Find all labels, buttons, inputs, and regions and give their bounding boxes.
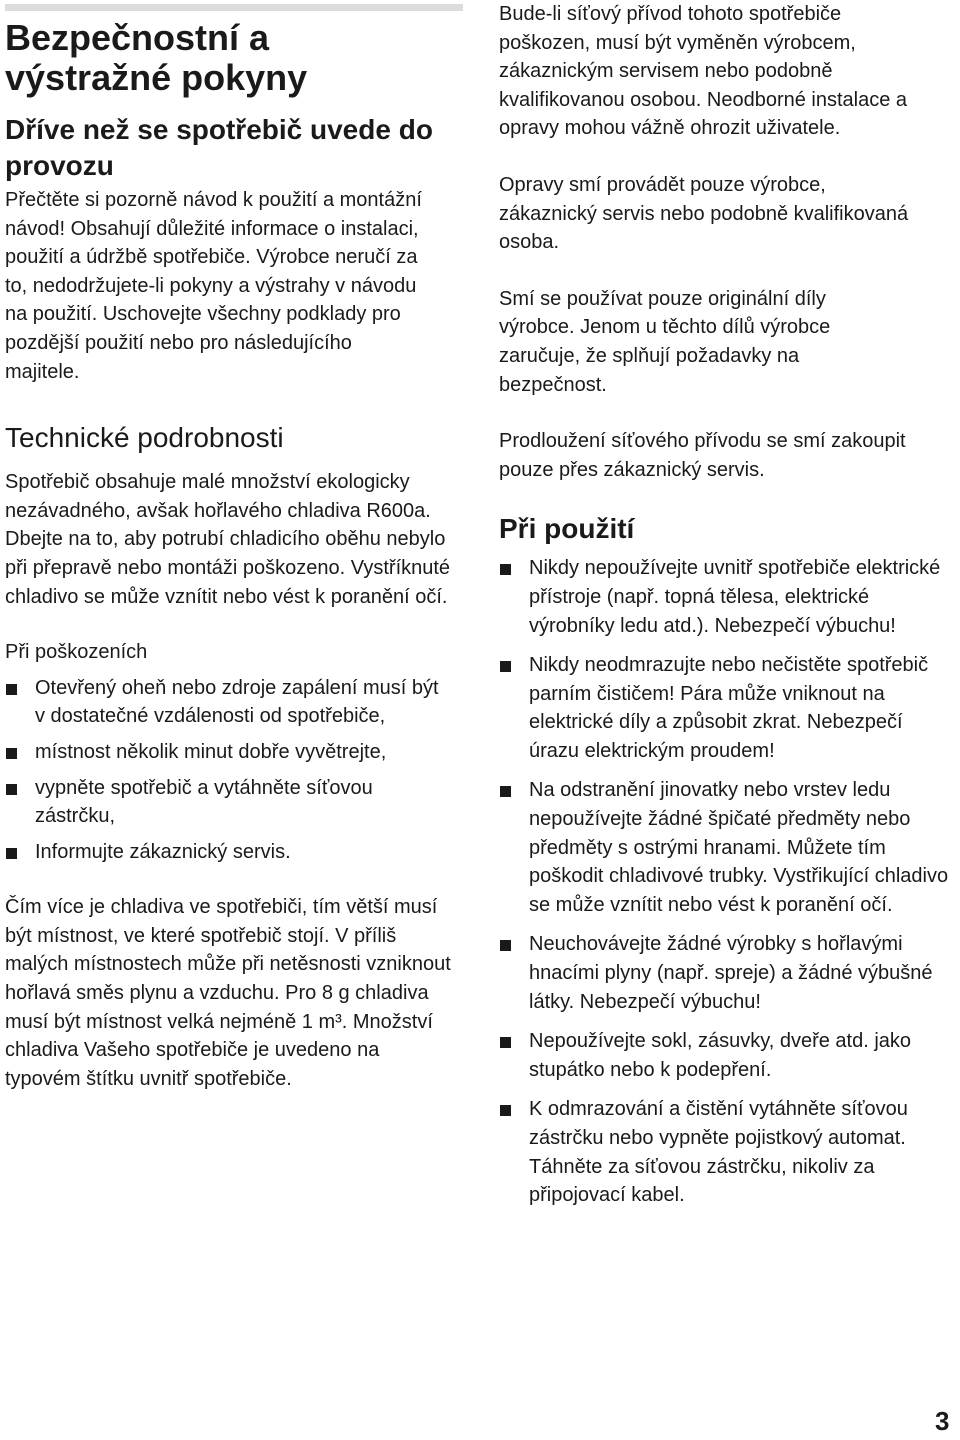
before-use-paragraph: Přečtěte si pozorně návod k použití a montážní návod! Obsahují důležité informace o instalaci, použití a údržbě spotřebiče. Výrobce neručí za to, nedodržujete-li pokyny a výstrahy v návodu na použití. Uschovejte všechny podklady pro pozdější použití nebo pro následujícího majitele. xyxy=(5,189,422,383)
list-item: Otevřený oheň nebo zdroje zapálení musí být v dostatečné vzdálenosti od spotřebiče, xyxy=(5,674,450,731)
list-item: vypněte spotřebič a vytáhněte síťovou zástrčku, xyxy=(5,774,450,831)
list-item: Na odstranění jinovatky nebo vrstev ledu nepoužívejte žádné špičaté předměty nebo předměty s ostrými hranami. Můžete tím poškodit chladivové trubky. Vystřikující chladivo se může vznítit nebo vést k poranění očí. xyxy=(499,776,954,919)
extension-paragraph: Prodloužení síťového přívodu se smí zakoupit pouze přes zákaznický servis. xyxy=(499,430,906,481)
bullet-icon xyxy=(500,661,511,672)
bullet-icon xyxy=(500,786,511,797)
list-item: Informujte zákaznický servis. xyxy=(5,838,450,867)
technical-paragraph: Spotřebič obsahuje malé množství ekologicky nezávadného, avšak hořlavého chladiva R600a. Dbejte na to, aby potrubí chladicího oběhu nebylo při přepravě nebo montáži poškozeno. Vystříknuté chladivo se může vznítit nebo vést k poranění očí. xyxy=(5,471,451,608)
use-heading: Při použití xyxy=(499,513,635,545)
bullet-icon xyxy=(6,784,17,795)
refrigerant-paragraph: Čím více je chladiva ve spotřebiči, tím větší musí být místnost, ve které spotřebič stojí. V příliš malých místnostech může při netěsnosti vzniknout hořlavá směs plynu a vzduchu. Pro 8 g chladiva musí být místnost velká nejméně 1 m³. Množství chladiva Vašeho spotřebiče je uvedeno na typovém štítku uvnitř spotřebiče. xyxy=(5,896,451,1090)
list-item: místnost několik minut dobře vyvětrejte, xyxy=(5,738,450,767)
use-list xyxy=(499,554,954,1209)
bullet-icon xyxy=(500,1105,511,1116)
power-cord-paragraph: Bude-li síťový přívod tohoto spotřebiče poškozen, musí být vyměněn výrobcem, zákaznickým servisem nebo podobně kvalifikovanou osobou. Neodborné instalace a opravy mohou vážně ohrozit uživatele. xyxy=(499,3,908,140)
original-parts-paragraph: Smí se používat pouze originální díly výrobce. Jenom u těchto dílů výrobce zaručuje, že splňují požadavky na bezpečnost. xyxy=(499,287,831,396)
bullet-icon xyxy=(6,848,17,859)
technical-heading: Technické podrobnosti xyxy=(5,422,284,454)
right-column xyxy=(499,0,954,1210)
list-item: Nepoužívejte sokl, zásuvky, dveře atd. jako stupátko nebo k podepření. xyxy=(499,1027,954,1084)
damage-list xyxy=(5,674,450,867)
before-use-heading: Dříve než se spotřebič uvede do provozu xyxy=(5,114,433,181)
list-item: Neuchovávejte žádné výrobky s hořlavými hnacími plyny (např. spreje) a žádné výbušné látky. Nebezpečí výbuchu! xyxy=(499,930,954,1016)
bullet-icon xyxy=(500,564,511,575)
list-item: Nikdy nepoužívejte uvnitř spotřebiče elektrické přístroje (např. topná tělesa, elektrické výrobníky ledu atd.). Nebezpečí výbuchu! xyxy=(499,554,954,640)
page-title: Bezpečnostní a výstražné pokyny xyxy=(5,17,308,98)
page-number: 3 xyxy=(935,1406,950,1436)
left-column xyxy=(5,0,465,1093)
list-item: Nikdy neodmrazujte nebo nečistěte spotřebič parním čističem! Pára může vniknout na elektrické díly a způsobit zkrat. Nebezpečí úrazu elektrickým proudem! xyxy=(499,651,954,765)
repairs-paragraph: Opravy smí provádět pouze výrobce, zákaznický servis nebo podobně kvalifikovaná osoba. xyxy=(499,173,909,254)
bullet-icon xyxy=(500,1037,511,1048)
bullet-icon xyxy=(500,940,511,951)
bullet-icon xyxy=(6,684,17,695)
damage-label: Při poškozeních xyxy=(5,641,148,664)
bullet-icon xyxy=(6,748,17,759)
list-item: K odmrazování a čistění vytáhněte síťovou zástrčku nebo vypněte pojistkový automat. Táhněte za síťovou zástrčku, nikoliv za připojovací kabel. xyxy=(499,1095,954,1209)
